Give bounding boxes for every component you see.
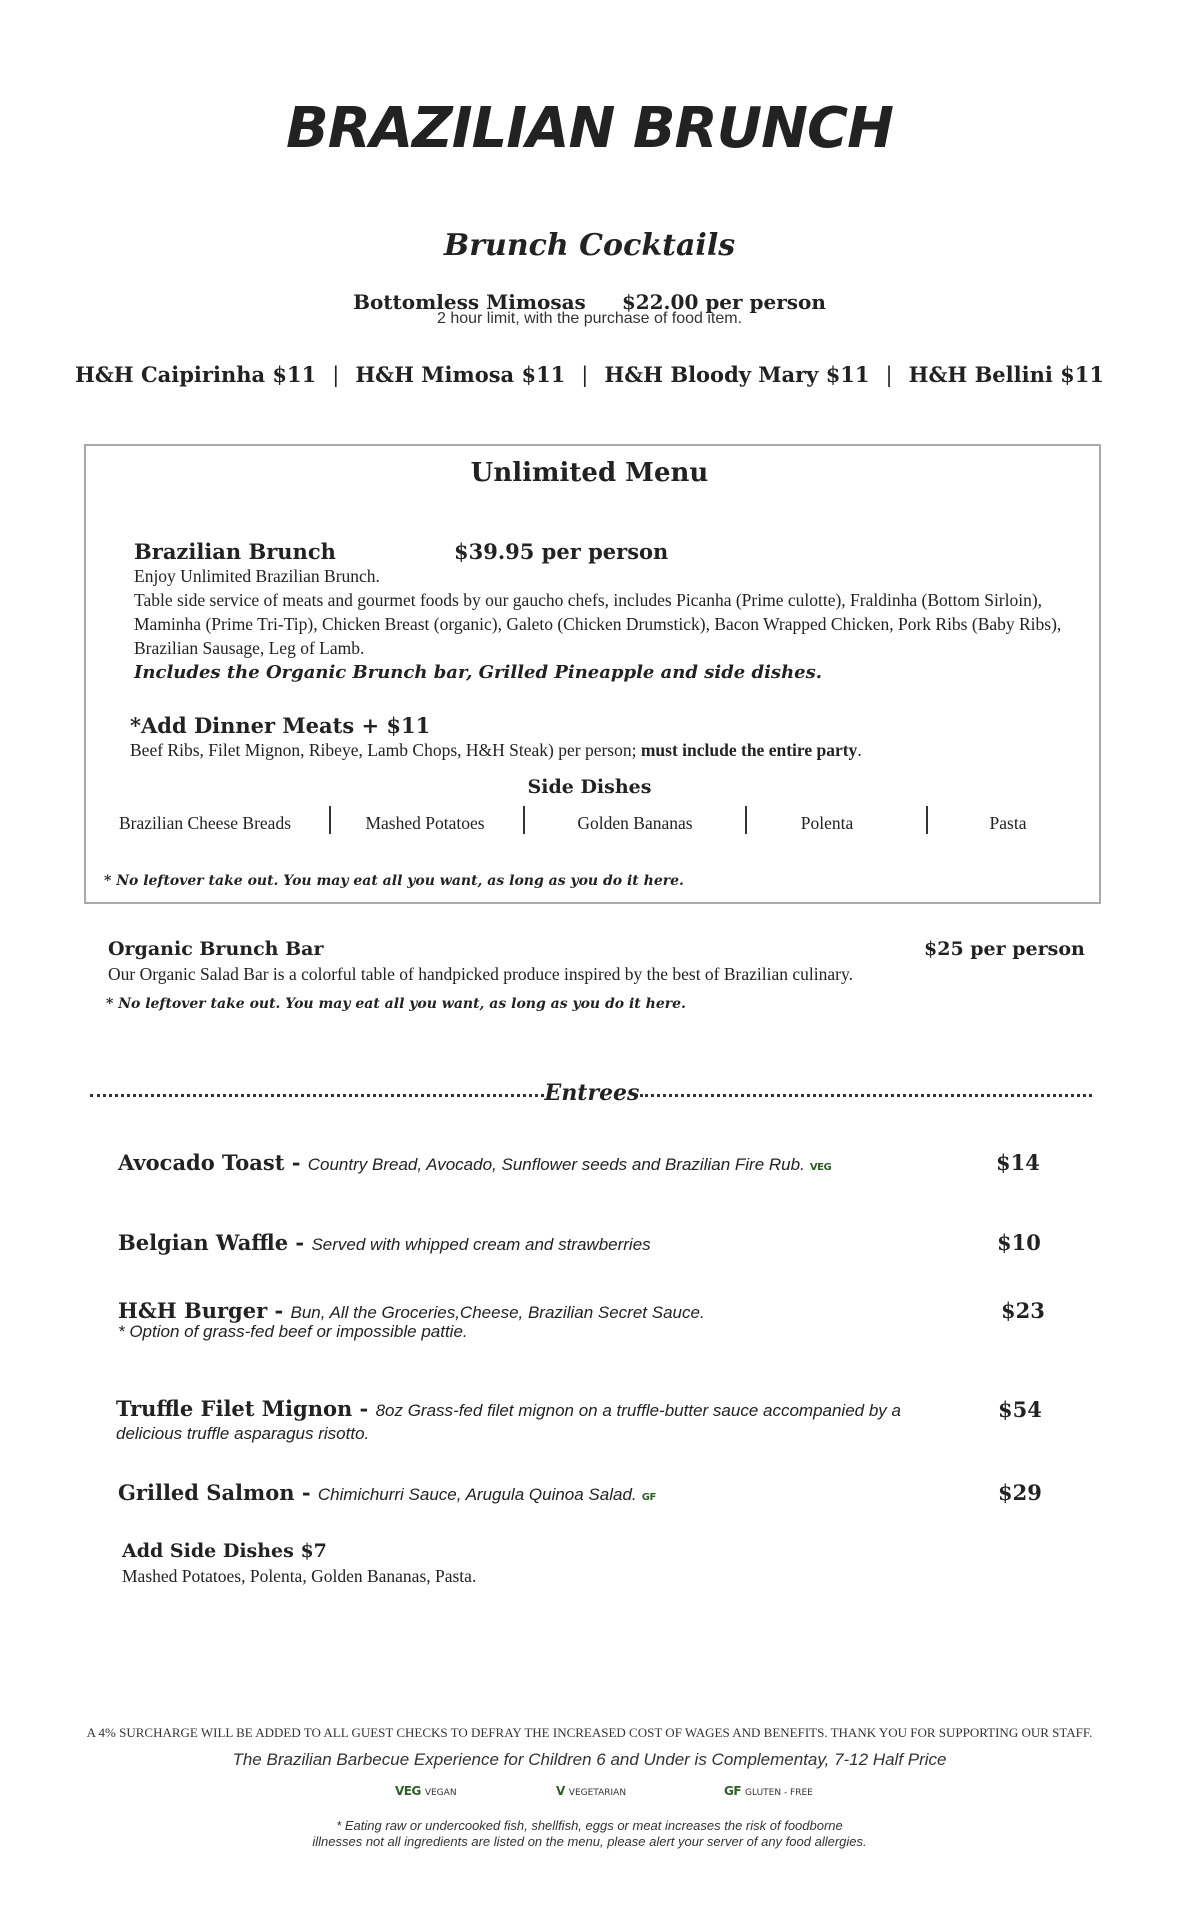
unlimited-heading: Unlimited Menu bbox=[470, 458, 709, 488]
dotted-divider bbox=[90, 1094, 544, 1097]
entree-truffle-filet-mignon bbox=[116, 1397, 946, 1445]
side-dish-item: Polenta bbox=[800, 813, 854, 833]
legend-label: VEGAN bbox=[424, 1788, 457, 1798]
entree-desc: Bun, All the Groceries,Cheese, Brazilian Secret Sauce. bbox=[290, 1303, 705, 1322]
side-dish-item: Golden Bananas bbox=[577, 813, 693, 833]
add-side-dishes-desc: Mashed Potatoes, Polenta, Golden Bananas, Pasta. bbox=[122, 1566, 477, 1586]
entree-belgian-waffle bbox=[118, 1230, 651, 1255]
side-dish-item: Pasta bbox=[989, 813, 1027, 833]
entree-desc: Chimichurri Sauce, Arugula Quinoa Salad. bbox=[317, 1485, 637, 1504]
legend-code: V bbox=[556, 1784, 565, 1798]
legend-vegan bbox=[395, 1780, 457, 1799]
brunch-includes: Includes the Organic Brunch bar, Grilled Pineapple and side dishes. bbox=[134, 662, 823, 683]
drink-item: H&H Caipirinha $11 bbox=[74, 362, 317, 387]
allergy-warning-line1: * Eating raw or undercooked fish, shellfish, eggs or meat increases the risk of foodborne bbox=[336, 1818, 843, 1833]
side-dish-divider bbox=[329, 806, 331, 834]
drink-separator: | bbox=[332, 363, 340, 387]
legend-label: VEGETARIAN bbox=[568, 1788, 627, 1798]
organic-bar-price: $25 per person bbox=[924, 938, 1085, 960]
dinner-meats-end: . bbox=[857, 740, 862, 760]
entree-desc: Country Bread, Avocado, Sunflower seeds and Brazilian Fire Rub. bbox=[307, 1155, 805, 1174]
cocktails-heading: Brunch Cocktails bbox=[443, 228, 736, 263]
legend-vegetarian bbox=[556, 1780, 626, 1799]
drinks-row bbox=[0, 362, 1179, 387]
legend-code: VEG bbox=[395, 1784, 421, 1798]
gf-tag: GF bbox=[641, 1492, 656, 1503]
entree-price: $23 bbox=[1001, 1298, 1045, 1323]
entrees-heading: Entrees bbox=[544, 1080, 640, 1106]
drink-separator: | bbox=[581, 363, 589, 387]
mimosa-price: $22.00 per person bbox=[621, 290, 826, 314]
dinner-meats-list: Beef Ribs, Filet Mignon, Ribeye, Lamb Chops, H&H Steak) per person; bbox=[130, 740, 641, 760]
entree-price: $54 bbox=[998, 1397, 1042, 1422]
entree-note: * Option of grass-fed beef or impossible pattie. bbox=[118, 1322, 468, 1341]
children-pricing: The Brazilian Barbecue Experience for Children 6 and Under is Complementay, 7-12 Half Price bbox=[232, 1750, 947, 1769]
side-dish-item: Brazilian Cheese Breads bbox=[118, 813, 292, 833]
entree-name: Avocado Toast - bbox=[118, 1150, 308, 1175]
entree-price: $10 bbox=[997, 1230, 1041, 1255]
page-title: BRAZILIAN BRUNCH bbox=[286, 96, 893, 161]
drink-item: H&H Bloody Mary $11 bbox=[604, 362, 870, 387]
drink-separator: | bbox=[885, 363, 893, 387]
entree-burger bbox=[118, 1298, 705, 1323]
entree-name: H&H Burger - bbox=[118, 1298, 291, 1323]
leftover-note: * No leftover take out. You may eat all you want, as long as you do it here. bbox=[106, 996, 686, 1012]
allergy-warning-line2: illnesses not all ingredients are listed on the menu, please alert your server of any food allergies. bbox=[312, 1834, 867, 1849]
organic-bar-desc: Our Organic Salad Bar is a colorful table of handpicked produce inspired by the best of Brazilian culinary. bbox=[108, 964, 853, 984]
drink-item: H&H Mimosa $11 bbox=[355, 362, 566, 387]
surcharge-notice: A 4% SURCHARGE WILL BE ADDED TO ALL GUEST CHECKS TO DEFRAY THE INCREASED COST OF WAGES AND BENEFITS. THANK YOU FOR SUPPORTING OUR STAFF. bbox=[86, 1725, 1093, 1740]
entree-price: $14 bbox=[996, 1150, 1040, 1175]
brunch-price: $39.95 per person bbox=[454, 539, 669, 564]
brunch-desc-intro: Enjoy Unlimited Brazilian Brunch. bbox=[134, 566, 380, 586]
dinner-meats-requirement: must include the entire party bbox=[640, 740, 858, 760]
mimosa-note: 2 hour limit, with the purchase of food item. bbox=[436, 310, 743, 327]
dotted-divider bbox=[640, 1094, 1092, 1097]
entree-price: $29 bbox=[998, 1480, 1042, 1505]
leftover-note: * No leftover take out. You may eat all you want, as long as you do it here. bbox=[104, 873, 684, 889]
entree-name: Belgian Waffle - bbox=[118, 1230, 312, 1255]
legend-gluten-free bbox=[724, 1780, 813, 1799]
side-dish-divider bbox=[745, 806, 747, 834]
dinner-meats-desc bbox=[130, 738, 862, 762]
entree-desc: 8oz Grass-fed filet mignon on a truffle-butter sauce accompanied by a delicious truffle asparagus risotto. bbox=[116, 1401, 901, 1443]
side-dishes-heading: Side Dishes bbox=[527, 776, 652, 798]
veg-tag: VEG bbox=[809, 1162, 832, 1173]
side-dish-divider bbox=[523, 806, 525, 834]
brunch-desc-meats: Table side service of meats and gourmet foods by our gaucho chefs, includes Picanha (Prime culotte), Fraldinha (Bottom Sirloin), Maminha (Prime Tri-Tip), Chicken Breast (organic), Galeto (Chicken Drumstick), Bacon Wrapped Chicken, Pork Ribs (Baby Ribs), Brazilian Sausage, Leg of Lamb. bbox=[134, 590, 1062, 658]
side-dish-divider bbox=[926, 806, 928, 834]
drink-item: H&H Bellini $11 bbox=[908, 362, 1104, 387]
legend-label: GLUTEN - FREE bbox=[745, 1788, 813, 1798]
dinner-meats-title: *Add Dinner Meats + $11 bbox=[130, 713, 431, 738]
entree-avocado-toast bbox=[118, 1150, 831, 1175]
legend-code: GF bbox=[724, 1784, 742, 1798]
entree-desc: Served with whipped cream and strawberries bbox=[311, 1235, 651, 1254]
entree-name: Truffle Filet Mignon - bbox=[116, 1396, 376, 1421]
mimosa-name: Bottomless Mimosas bbox=[353, 290, 586, 314]
add-side-dishes-title: Add Side Dishes $7 bbox=[122, 1540, 327, 1562]
organic-bar-name: Organic Brunch Bar bbox=[108, 938, 324, 960]
entree-name: Grilled Salmon - bbox=[118, 1480, 318, 1505]
side-dish-item: Mashed Potatoes bbox=[365, 813, 485, 833]
brunch-name: Brazilian Brunch bbox=[134, 539, 336, 564]
entree-grilled-salmon bbox=[118, 1480, 656, 1505]
